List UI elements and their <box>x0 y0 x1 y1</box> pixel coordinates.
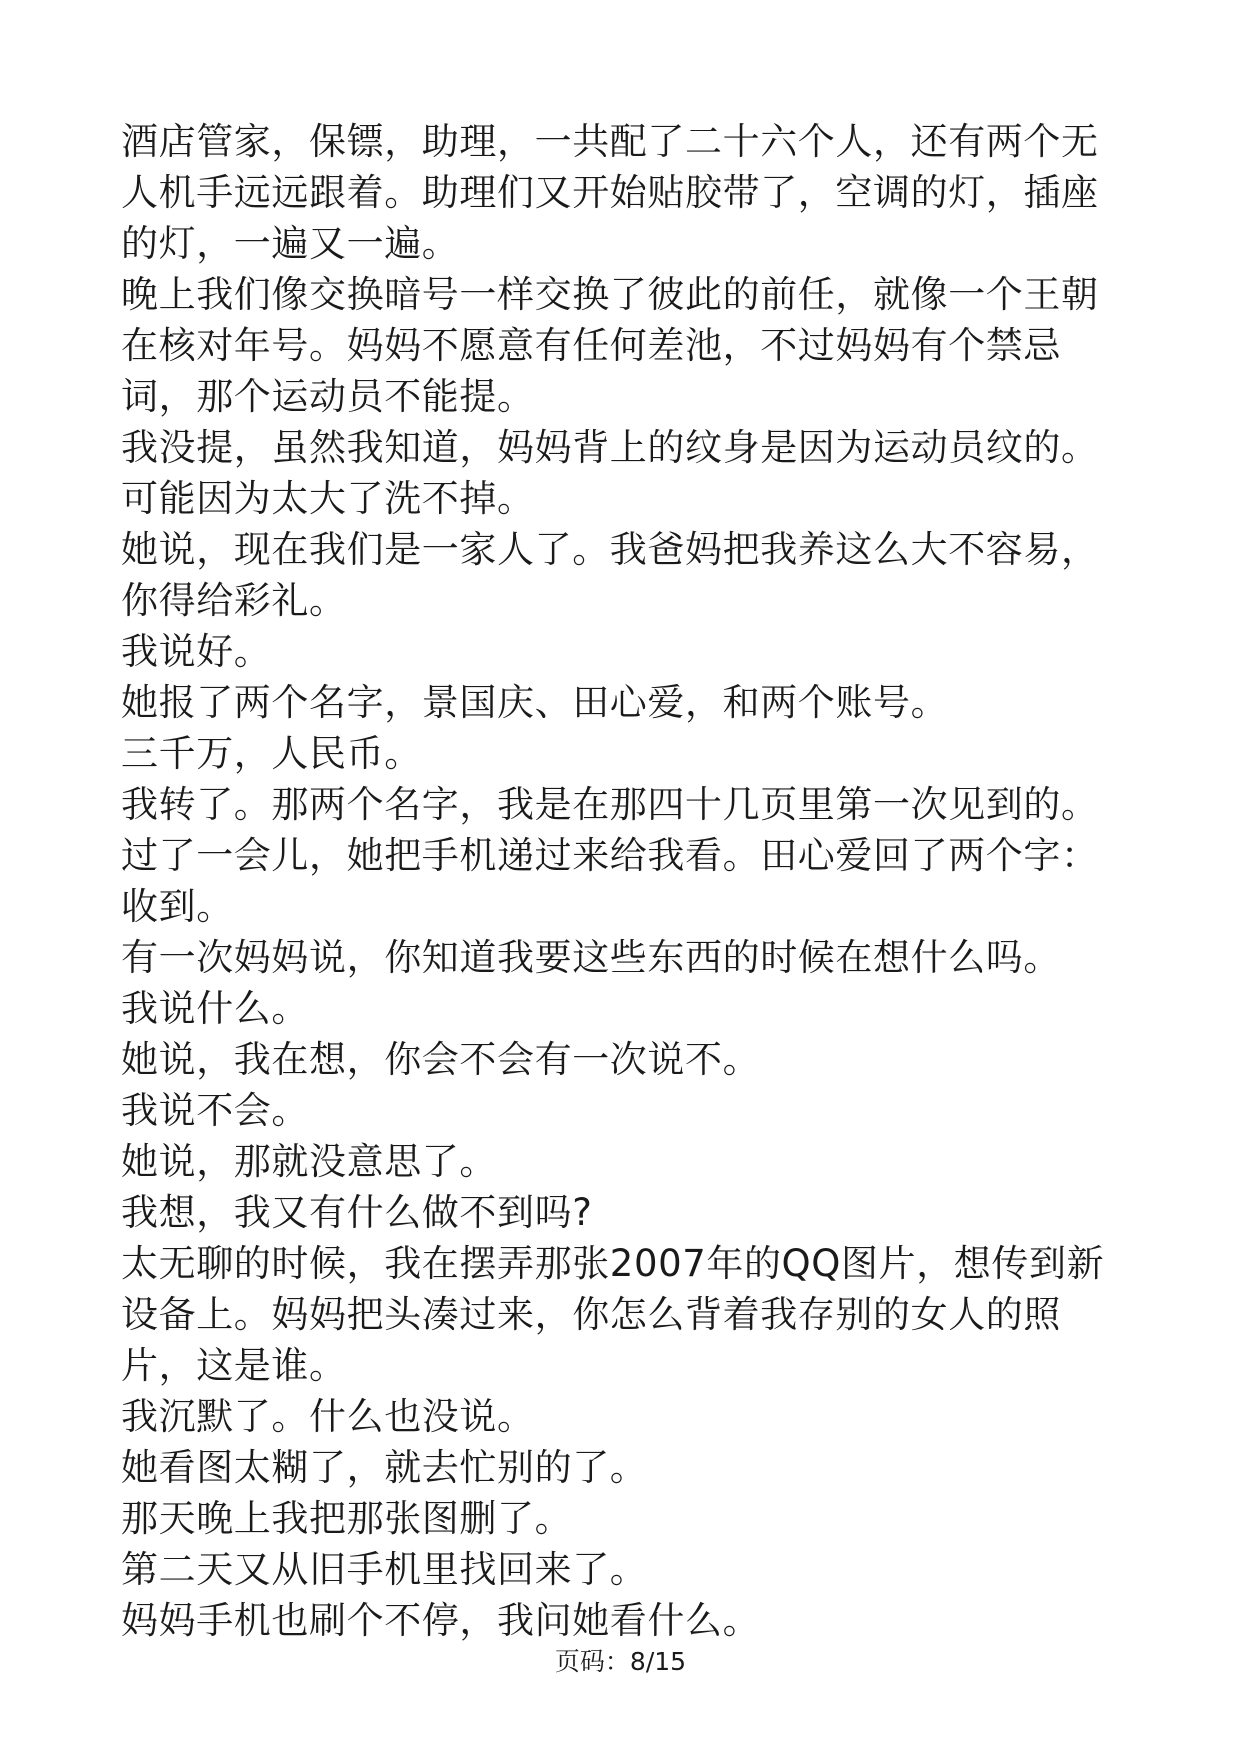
paragraph: 我沉默了。什么也没说。 <box>121 1395 535 1438</box>
page-number: 页码：8/15 <box>554 1647 687 1676</box>
paragraph: 我说不会。 <box>121 1089 309 1132</box>
paragraph: 晚上我们像交换暗号一样交换了彼此的前任，就像一个王朝在核对年号。妈妈不愿意有任何差池，不过妈妈有个禁忌词，那个运动员不能提。 <box>121 273 1099 418</box>
paragraph: 她报了两个名字，景国庆、田心爱，和两个账号。 <box>121 681 949 724</box>
paragraph: 可能因为太大了洗不掉。 <box>121 477 535 520</box>
paragraph: 她说，那就没意思了。 <box>121 1140 497 1183</box>
paragraph: 她说，我在想，你会不会有一次说不。 <box>121 1038 761 1081</box>
paragraph: 过了一会儿，她把手机递过来给我看。田心爱回了两个字：收到。 <box>121 834 1099 928</box>
paragraph: 那天晚上我把那张图删了。 <box>121 1497 573 1540</box>
paragraph: 我说好。 <box>121 630 272 673</box>
paragraph: 太无聊的时候，我在摆弄那张2007年的QQ图片，想传到新设备上。妈妈把头凑过来，你怎么背着我存别的女人的照片，这是谁。 <box>121 1242 1105 1387</box>
body-text <box>121 116 1121 1646</box>
paragraph: 她说，现在我们是一家人了。我爸妈把我养这么大不容易，你得给彩礼。 <box>121 528 1099 622</box>
paragraph: 她看图太糊了，就去忙别的了。 <box>121 1446 648 1489</box>
paragraph: 我转了。那两个名字，我是在那四十几页里第一次见到的。 <box>121 783 1099 826</box>
paragraph: 三千万，人民币。 <box>121 732 422 775</box>
paragraph: 有一次妈妈说，你知道我要这些东西的时候在想什么吗。 <box>121 936 1061 979</box>
paragraph: 妈妈手机也刷个不停，我问她看什么。 <box>121 1599 761 1642</box>
paragraph: 我想，我又有什么做不到吗? <box>121 1191 593 1234</box>
paragraph: 酒店管家，保镖，助理，一共配了二十六个人，还有两个无人机手远远跟着。助理们又开始贴胶带了，空调的灯，插座的灯，一遍又一遍。 <box>121 120 1099 265</box>
paragraph: 我说什么。 <box>121 987 309 1030</box>
paragraph: 第二天又从旧手机里找回来了。 <box>121 1548 648 1591</box>
paragraph: 我没提，虽然我知道，妈妈背上的纹身是因为运动员纹的。 <box>121 426 1099 469</box>
